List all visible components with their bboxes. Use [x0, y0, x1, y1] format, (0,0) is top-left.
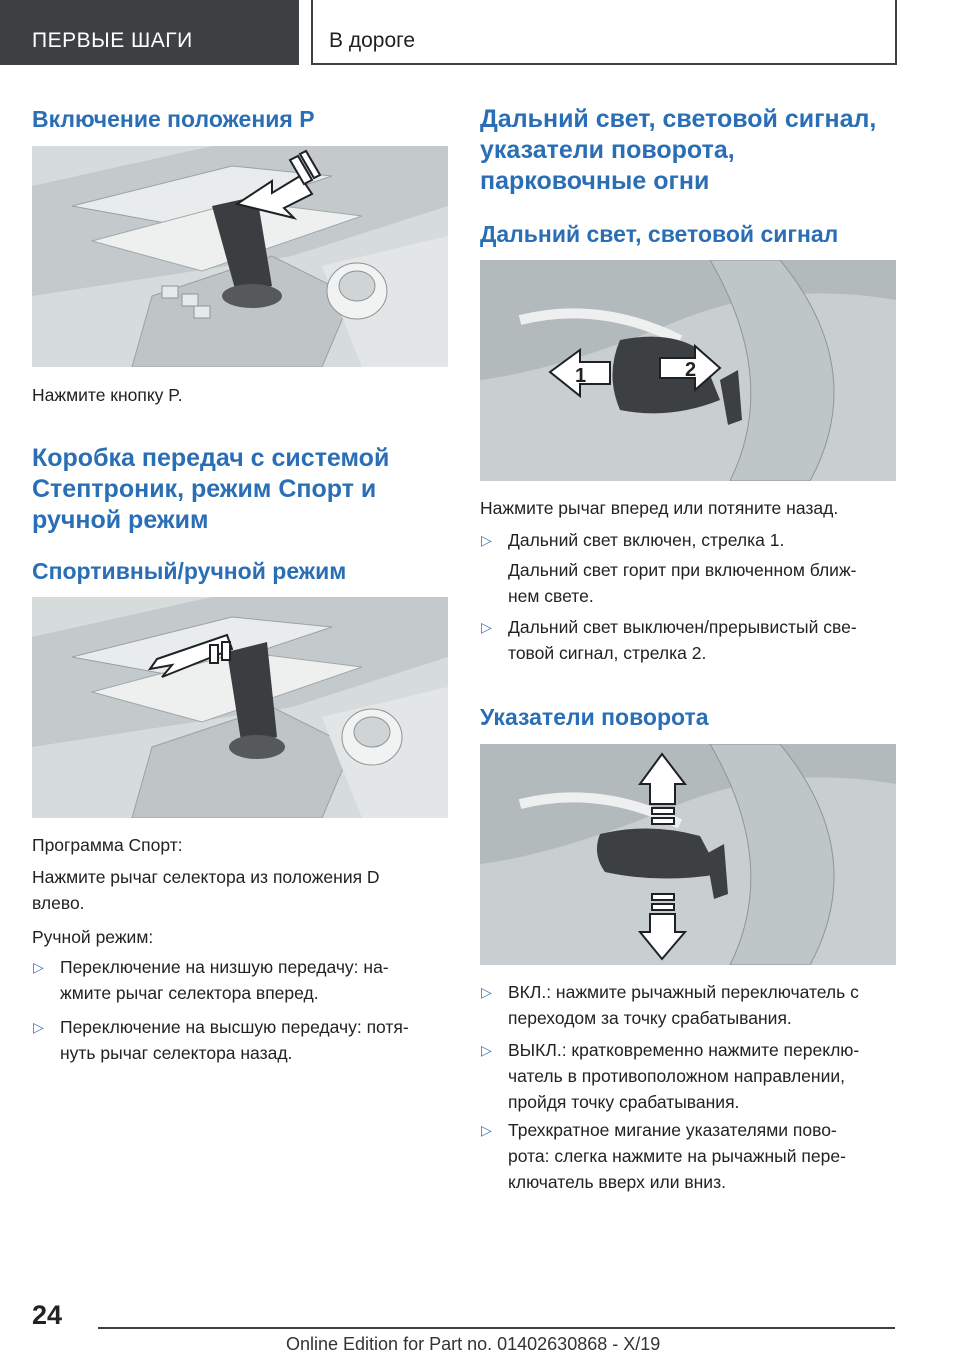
list-item-line: Дальний свет выключен/прерывистый све-: [508, 617, 857, 637]
heading-lights-line: указатели поворота,: [480, 136, 735, 164]
list-item-line: Дальний свет включен, стрелка 1.: [508, 530, 785, 550]
sport-instruction: [32, 864, 380, 916]
high-beam-note: [508, 557, 857, 609]
list-item: [32, 954, 389, 1006]
heading-turn-signals: Указатели поворота: [480, 704, 709, 730]
heading-sport-manual: Спортивный/ручной режим: [32, 558, 347, 584]
list-item-line: Переключение на низшую передачу: на-: [60, 957, 389, 977]
triangle-bullet-icon: ▷: [481, 1122, 492, 1138]
high-beam-note-line: нем свете.: [508, 586, 594, 606]
triangle-bullet-icon: ▷: [481, 984, 492, 1000]
high-beam-note-line: Дальний свет горит при включенном ближ-: [508, 560, 857, 580]
arrow-2-label: 2: [685, 359, 697, 381]
list-item: [480, 979, 859, 1031]
heading-lights-line: Дальний свет, световой сигнал,: [480, 105, 877, 133]
sport-instruction-line: Нажмите рычаг селектора из положения D: [32, 867, 380, 887]
triangle-bullet-icon: ▷: [33, 959, 44, 975]
list-item-line: ВЫКЛ.: кратковременно нажмите переклю-: [508, 1040, 860, 1060]
caption-press-p: Нажмите кнопку P.: [32, 385, 183, 405]
list-item: [480, 1117, 846, 1195]
header-section-tab: [0, 0, 299, 65]
figure-high-beam-stalk: [480, 260, 896, 481]
list-item: [480, 614, 857, 666]
figure-gear-selector-sport: [32, 597, 448, 818]
header-chapter-title: В дороге: [329, 29, 416, 52]
footer-divider: [98, 1327, 895, 1329]
list-item-line: Трехкратное мигание указателями пово-: [508, 1120, 837, 1140]
triangle-bullet-icon: ▷: [481, 619, 492, 635]
list-item-line: ключатель вверх или вниз.: [508, 1172, 726, 1192]
triangle-bullet-icon: ▷: [33, 1019, 44, 1035]
header-chapter-tab: [311, 0, 897, 65]
list-item-line: переходом за точку срабатывания.: [508, 1008, 792, 1028]
triangle-bullet-icon: ▷: [481, 532, 492, 548]
sport-instruction-line: влево.: [32, 893, 85, 913]
heading-gearbox-line: ручной режим: [32, 506, 209, 534]
list-item-line: ВКЛ.: нажмите рычажный переключатель с: [508, 982, 859, 1002]
list-item-line: чатель в противоположном направлении,: [508, 1066, 845, 1086]
heading-gearbox-line: Стептроник, режим Спорт и: [32, 475, 377, 503]
figure-turn-signal-stalk: [480, 744, 896, 965]
list-item: [32, 1014, 409, 1066]
heading-gearbox-line: Коробка передач с системой: [32, 444, 390, 472]
heading-high-beam: Дальний свет, световой сигнал: [480, 221, 839, 247]
heading-p-position: Включение положения P: [32, 106, 315, 132]
list-item-line: жмите рычаг селектора вперед.: [60, 983, 319, 1003]
heading-lights: [480, 104, 876, 197]
manual-mode-label: Ручной режим:: [32, 927, 154, 947]
page-number: 24: [32, 1300, 63, 1330]
triangle-bullet-icon: ▷: [481, 1042, 492, 1058]
arrow-1-label: 1: [575, 365, 587, 387]
list-item-line: товой сигнал, стрелка 2.: [508, 643, 707, 663]
high-beam-caption: Нажмите рычаг вперед или потяните назад.: [480, 498, 839, 518]
footer-edition: Online Edition for Part no. 01402630868 - X/19: [286, 1334, 661, 1354]
list-item: [480, 1037, 859, 1115]
list-item-line: пройдя точку срабатывания.: [508, 1092, 740, 1112]
list-item-line: Переключение на высшую передачу: потя-: [60, 1017, 409, 1037]
list-item-line: нуть рычаг селектора назад.: [60, 1043, 293, 1063]
heading-lights-line: парковочные огни: [480, 167, 710, 195]
figure-gear-selector-p: [32, 146, 448, 367]
list-item-line: рота: слегка нажмите на рычажный пере-: [508, 1146, 846, 1166]
list-item: [480, 527, 784, 553]
header-section-title: ПЕРВЫЕ ШАГИ: [32, 29, 193, 52]
sport-program-label: Программа Спорт:: [32, 835, 183, 855]
heading-gearbox: [32, 443, 389, 536]
